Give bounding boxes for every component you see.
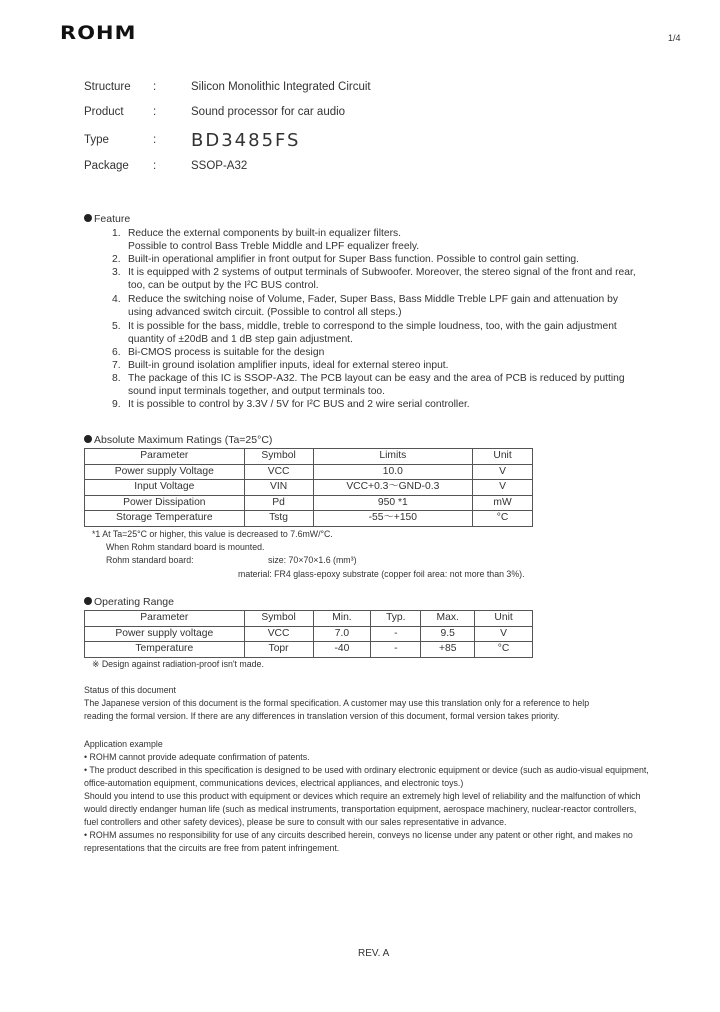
table-cell: - [371, 626, 421, 642]
table-cell: Tstg [244, 511, 313, 527]
spec-type-value: BD3485FS [191, 130, 301, 151]
feature-number: 9. [112, 399, 121, 410]
table-cell: V [475, 626, 533, 642]
op-range-table [84, 610, 533, 658]
application-line: fuel controllers and other safety devices), please be sure to consult with our sales representative in advance. [84, 817, 507, 827]
spec-value: Silicon Monolithic Integrated Circuit [191, 81, 371, 93]
table-cell: +85 [421, 642, 475, 658]
table-row [85, 511, 533, 527]
op-range-title: Operating Range [94, 596, 174, 608]
rohm-logo: ROHM [60, 22, 137, 44]
feature-line: Reduce the switching noise of Volume, Fader, Super Bass, Bass Middle Treble LPF gain and attenuation by [128, 294, 618, 305]
feature-line: using advanced switch circuit. (Possible to control all steps.) [128, 307, 402, 318]
feature-number: 6. [112, 347, 121, 358]
feature-text [128, 372, 688, 398]
feature-line: The package of this IC is SSOP-A32. The PCB layout can be easy and the area of PCB is reduced by putting [128, 373, 625, 384]
feature-line: It is equipped with 2 systems of output terminals of Subwoofer. Moreover, the stereo signal of the front and rear, [128, 267, 636, 278]
table-header: Symbol [244, 449, 313, 465]
abs-max-heading [84, 434, 272, 446]
feature-heading [84, 213, 130, 225]
table-header: Parameter [85, 611, 245, 627]
application-line: office-automation equipment, communications devices, electrical appliances, and electronic toys.) [84, 778, 464, 788]
feature-text [128, 266, 688, 292]
feature-number: 2. [112, 254, 121, 265]
feature-text [128, 227, 688, 253]
table-cell: -40 [313, 642, 371, 658]
feature-number: 7. [112, 360, 121, 371]
op-range-heading [84, 596, 174, 608]
table-cell: V [473, 464, 533, 480]
table-cell: Power supply voltage [85, 626, 245, 642]
table-cell: -55～+150 [313, 511, 473, 527]
abs-max-table [84, 448, 533, 527]
table-header: Unit [475, 611, 533, 627]
table-cell: VIN [244, 480, 313, 496]
application-line: would directly endanger human life (such as medical instruments, transportation equipment, aerospace machinery, nuclear-reactor controllers, [84, 804, 637, 814]
table-header-row [85, 611, 533, 627]
abs-max-note: *1 At Ta=25°C or higher, this value is decreased to 7.6mW/°C. [92, 529, 333, 539]
table-header: Parameter [85, 449, 245, 465]
abs-max-note: When Rohm standard board is mounted. [106, 542, 265, 552]
table-header: Limits [313, 449, 473, 465]
table-cell: Topr [244, 642, 313, 658]
application-line: • ROHM assumes no responsibility for use of any circuits described herein, conveys no license under any patent or other right, and makes no [84, 830, 633, 840]
table-cell: Temperature [85, 642, 245, 658]
table-row [85, 642, 533, 658]
table-header-row [85, 449, 533, 465]
spec-colon: : [153, 81, 157, 93]
table-header: Min. [313, 611, 371, 627]
table-header: Unit [473, 449, 533, 465]
application-line: representations that the circuits are free from patent infringement. [84, 843, 340, 853]
feature-text: Built-in ground isolation amplifier inputs, ideal for external stereo input. [128, 360, 449, 371]
table-cell: VCC [244, 626, 313, 642]
feature-line: Possible to control Bass Treble Middle and LPF equalizer freely. [128, 241, 420, 252]
table-cell: VCC+0.3～GND-0.3 [313, 480, 473, 496]
feature-line: quantity of ±20dB and 1 dB step gain adjustment. [128, 334, 353, 345]
status-line: reading the formal version. If there are any differences in translation version of this document, formal version takes priority. [84, 711, 560, 721]
table-cell: - [371, 642, 421, 658]
feature-title: Feature [94, 213, 131, 225]
table-cell: 9.5 [421, 626, 475, 642]
spec-value: Sound processor for car audio [191, 106, 346, 118]
feature-text [128, 320, 688, 346]
abs-max-note: material: FR4 glass-epoxy substrate (copper foil area: not more than 3%). [238, 569, 525, 579]
table-cell: Pd [244, 495, 313, 511]
feature-line: sound input terminals together, and output terminals too. [128, 386, 386, 397]
feature-text: It is possible to control by 3.3V / 5V for I²C BUS and 2 wire serial controller. [128, 399, 470, 410]
table-cell: °C [473, 511, 533, 527]
feature-number: 5. [112, 321, 121, 332]
bullet-dot-icon [84, 214, 92, 222]
revision-label: REV. A [358, 948, 390, 959]
feature-number: 1. [112, 228, 121, 239]
table-cell: °C [475, 642, 533, 658]
table-cell: V [473, 480, 533, 496]
feature-text: Bi-CMOS process is suitable for the design [128, 347, 325, 358]
table-cell: Storage Temperature [85, 511, 245, 527]
table-cell: 950 *1 [313, 495, 473, 511]
application-line: • The product described in this specification is designed to be used with ordinary electronic equipment or device (such as audio-visual equipment, [84, 765, 649, 775]
application-section [84, 738, 684, 855]
table-cell: VCC [244, 464, 313, 480]
application-line: Should you intend to use this product with equipment or devices which require an extremely high level of reliability and the malfunction of which [84, 791, 641, 801]
table-header: Typ. [371, 611, 421, 627]
abs-max-note: size: 70×70×1.6 (mm³) [268, 555, 357, 565]
page-number: 1/4 [668, 33, 681, 43]
spec-colon: : [153, 160, 157, 172]
feature-number: 8. [112, 373, 121, 384]
status-section [84, 684, 684, 723]
spec-label: Product [84, 106, 124, 118]
table-cell: Input Voltage [85, 480, 245, 496]
op-range-note: ※ Design against radiation-proof isn't made. [92, 659, 264, 669]
table-cell: 7.0 [313, 626, 371, 642]
status-line: The Japanese version of this document is the formal specification. A customer may use this translation only for a reference to help [84, 698, 590, 708]
feature-number: 4. [112, 294, 121, 305]
table-row [85, 495, 533, 511]
spec-value: SSOP-A32 [191, 160, 248, 172]
spec-label: Type [84, 134, 109, 146]
table-row [85, 464, 533, 480]
feature-line: It is possible for the bass, middle, treble to correspond to the simple loudness, too, with the gain adjustment [128, 321, 617, 332]
application-line: • ROHM cannot provide adequate confirmation of patents. [84, 752, 310, 762]
table-row [85, 626, 533, 642]
table-header: Symbol [244, 611, 313, 627]
spec-colon: : [153, 134, 157, 146]
table-cell: Power Dissipation [85, 495, 245, 511]
table-cell: mW [473, 495, 533, 511]
feature-number: 3. [112, 267, 121, 278]
application-title: Application example [84, 739, 163, 749]
feature-text [128, 293, 688, 319]
bullet-dot-icon [84, 597, 92, 605]
table-cell: 10.0 [313, 464, 473, 480]
abs-max-title: Absolute Maximum Ratings (Ta=25°C) [94, 434, 273, 446]
bullet-dot-icon [84, 435, 92, 443]
status-title: Status of this document [84, 685, 176, 695]
spec-label: Package [84, 160, 129, 172]
table-header: Max. [421, 611, 475, 627]
spec-label: Structure [84, 81, 131, 93]
table-cell: Power supply Voltage [85, 464, 245, 480]
feature-line: too, can be output by the I²C BUS control. [128, 280, 319, 291]
feature-text: Built-in operational amplifier in front output for Super Bass function. Possible to control gain setting. [128, 254, 580, 265]
table-row [85, 480, 533, 496]
spec-colon: : [153, 106, 157, 118]
abs-max-note: Rohm standard board: [106, 555, 194, 565]
feature-line: Reduce the external components by built-in equalizer filters. [128, 228, 402, 239]
